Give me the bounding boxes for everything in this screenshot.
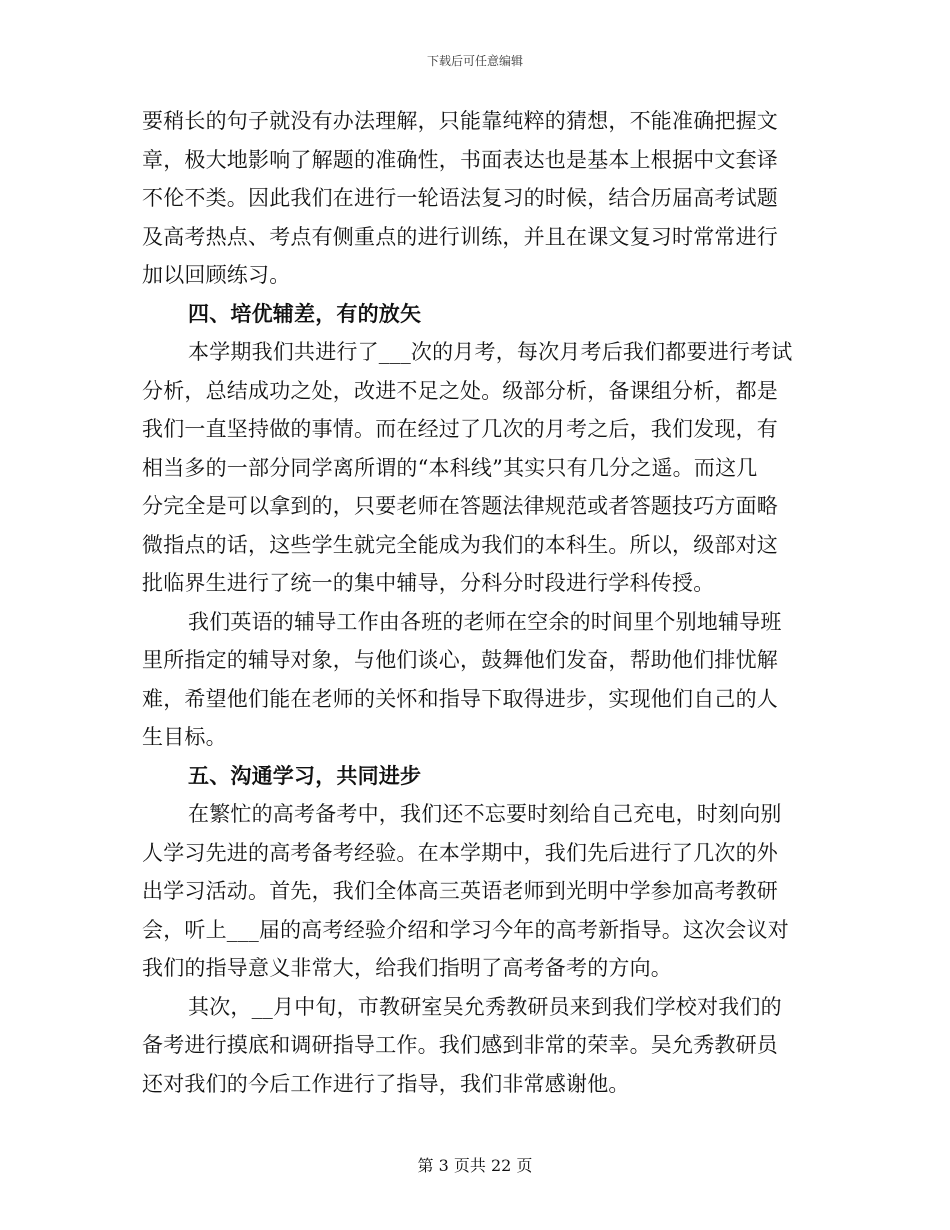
paragraph-line: 章，极大地影响了解题的准确性，书面表达也是基本上根据中文套译 (142, 147, 778, 172)
paragraph-line: 难，希望他们能在老师的关怀和指导下取得进步，实现他们自己的人 (142, 686, 778, 711)
paragraph-line: 会，听上___届的高考经验介绍和学习今年的高考新指导。这次会议对 (142, 917, 789, 942)
paragraph-line: 人学习先进的高考备考经验。在本学期中，我们先后进行了几次的外 (142, 840, 778, 865)
paragraph-line: 不伦不类。因此我们在进行一轮语法复习的时候，结合历届高考试题 (142, 186, 778, 210)
paragraph-line: 还对我们的今后工作进行了指导，我们非常感谢他。 (142, 1071, 630, 1096)
paragraph-line: 批临界生进行了统一的集中辅导，分科分时段进行学科传授。 (142, 571, 715, 595)
page-header: 下载后可任意编辑 (426, 54, 523, 68)
page-number-footer: 第 3 页共 22 页 (417, 1156, 533, 1175)
paragraph-line: 分完全是可以拿到的，只要老师在答题法律规范或者答题技巧方面略 (142, 494, 778, 518)
paragraph-line: 其次，__月中旬，市教研室吴允秀教研员来到我们学校对我们的 (188, 994, 782, 1019)
paragraph-line: 生目标。 (142, 725, 227, 749)
paragraph-line: 微指点的话，这些学生就完全能成为我们的本科生。所以，级部对这 (142, 532, 778, 557)
paragraph-line: 出学习活动。首先，我们全体高三英语老师到光明中学参加高考教研 (142, 879, 778, 903)
paragraph-line: 我们英语的辅导工作由各班的老师在空余的时间里个别地辅导班 (188, 609, 782, 634)
section-heading-5: 五、沟通学习，共同进步 (188, 762, 422, 788)
paragraph-line: 分析，总结成功之处，改进不足之处。级部分析，备课组分析，都是 (142, 378, 778, 403)
paragraph-line: 加以回顾练习。 (142, 263, 291, 287)
paragraph-line: 及高考热点、考点有侧重点的进行训练，并且在课文复习时常常进行 (142, 224, 778, 249)
paragraph-line: 要稍长的句子就没有办法理解，只能靠纯粹的猜想，不能准确把握文 (142, 109, 778, 133)
document-body (142, 102, 802, 1103)
section-heading-4: 四、培优辅差，有的放矢 (188, 300, 422, 326)
paragraph-line: 本学期我们共进行了___次的月考，每次月考后我们都要进行考试 (188, 340, 793, 364)
paragraph-line: 我们的指导意义非常大，给我们指明了高考备考的方向。 (142, 956, 672, 980)
paragraph-line: 相当多的一部分同学离所谓的“本科线”其实只有几分之遥。而这几 (142, 455, 758, 480)
paragraph-line: 我们一直坚持做的事情。而在经过了几次的月考之后，我们发现，有 (142, 417, 778, 441)
paragraph-line: 备考进行摸底和调研指导工作。我们感到非常的荣幸。吴允秀教研员 (142, 1033, 778, 1057)
paragraph-line: 在繁忙的高考备考中，我们还不忘要时刻给自己充电，时刻向别 (188, 802, 782, 826)
paragraph-line: 里所指定的辅导对象，与他们谈心，鼓舞他们发奋，帮助他们排忧解 (142, 648, 778, 672)
